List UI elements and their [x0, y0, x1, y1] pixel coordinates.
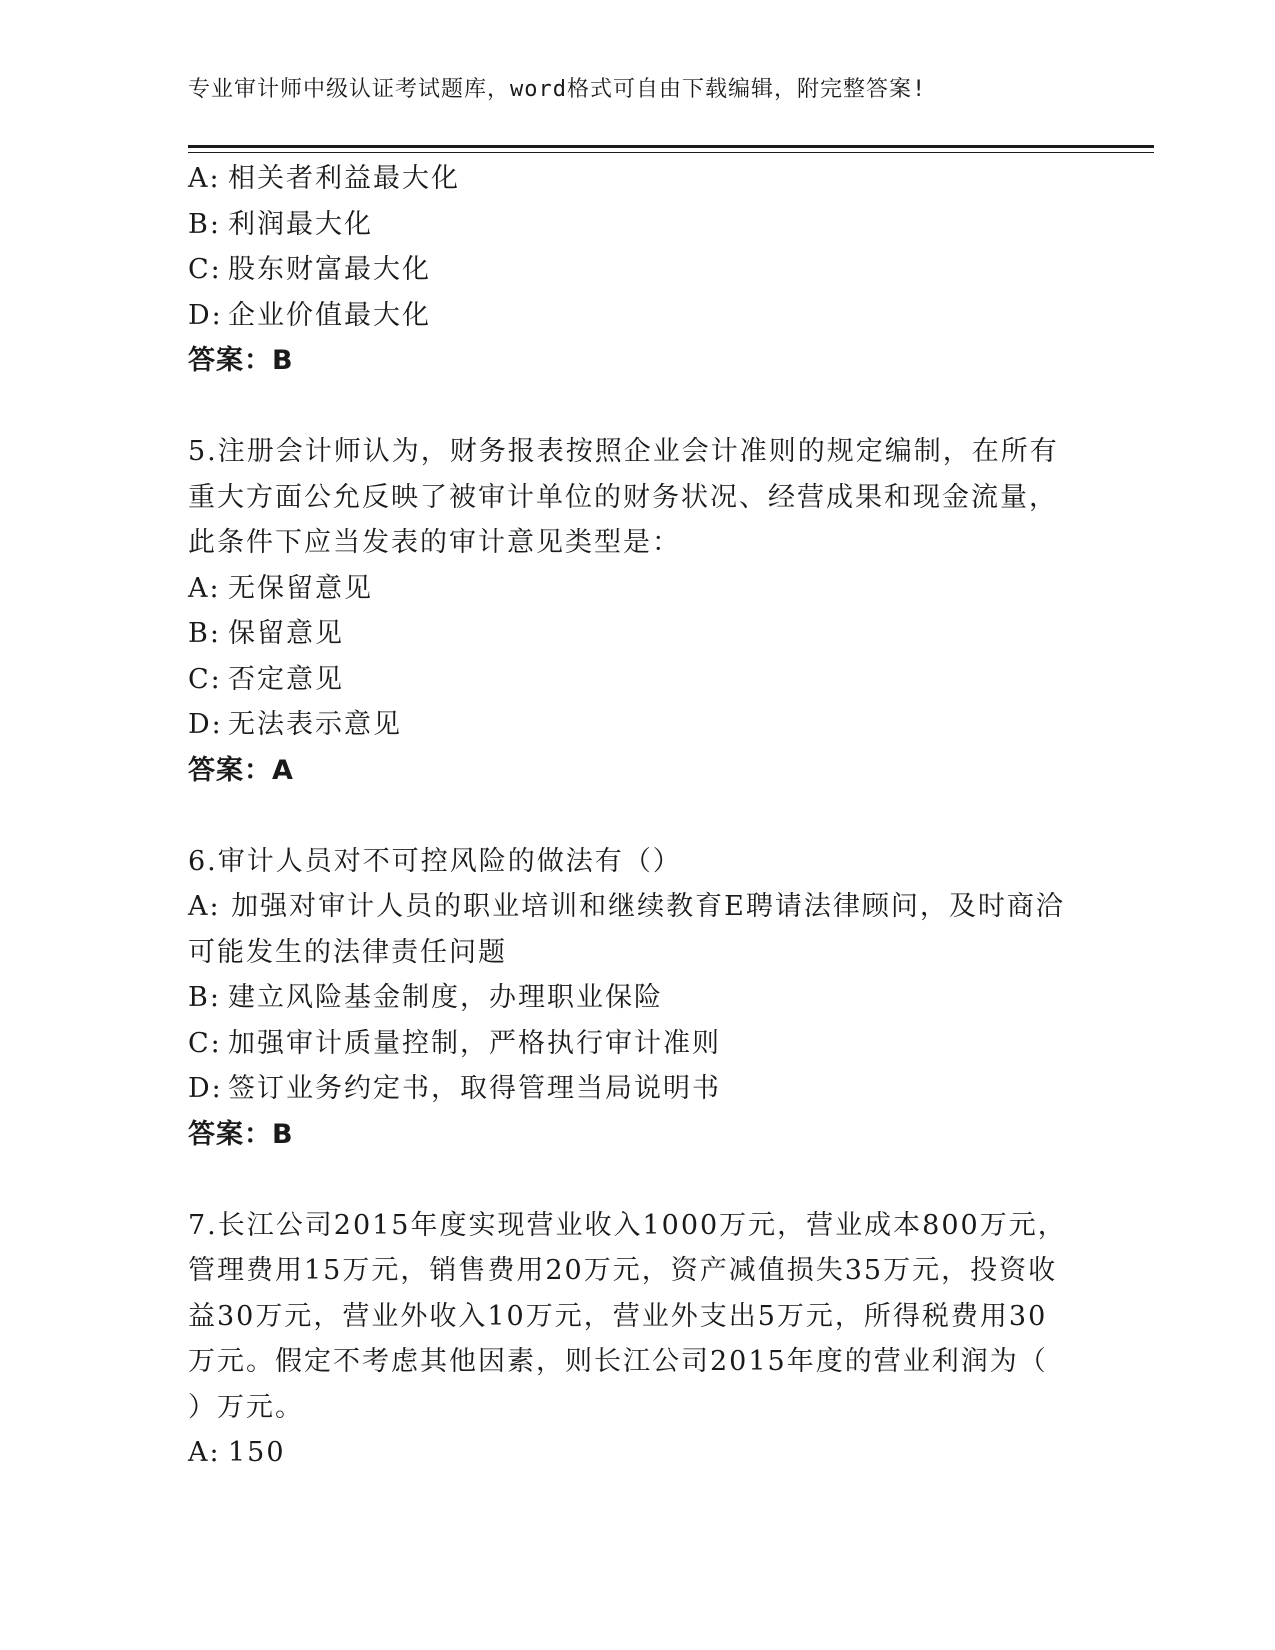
q4-option-d: D: 企业价值最大化: [188, 299, 431, 331]
q6-option-b: B: 建立风险基金制度，办理职业保险: [188, 982, 663, 1013]
q5-option-a: A: 无保留意见: [188, 572, 373, 604]
question-content: [188, 156, 1088, 1476]
q7-stem-line: 万元。假定不考虑其他因素，则长江公司2015年度的营业利润为（: [188, 1346, 1048, 1377]
q4-answer: 答案：B: [188, 345, 294, 376]
q5-stem-line: 5.注册会计师认为，财务报表按照企业会计准则的规定编制，在所有: [188, 436, 1059, 467]
question-6: [188, 839, 1088, 1158]
question-4: [188, 156, 1088, 384]
q6-stem-line: 6.审计人员对不可控风险的做法有（）: [188, 845, 682, 877]
q4-option-b: B: 利润最大化: [188, 208, 373, 240]
q7-option-a: A: 150: [188, 1437, 286, 1468]
q6-option-a-line: 可能发生的法律责任问题: [188, 936, 507, 968]
q5-option-d: D: 无法表示意见: [188, 709, 402, 740]
q6-option-d: D: 签订业务约定书，取得管理当局说明书: [188, 1073, 721, 1104]
q5-stem-line: 重大方面公允反映了被审计单位的财务状况、经营成果和现金流量，: [188, 481, 1058, 513]
page-header: 专业审计师中级认证考试题库，word格式可自由下载编辑，附完整答案!: [188, 77, 927, 102]
q7-stem-line: 7.长江公司2015年度实现营业收入1000万元，营业成本800万元，: [188, 1209, 1067, 1241]
question-5: [188, 429, 1088, 793]
spacer: [188, 384, 1088, 430]
header-rule-thick: [188, 145, 1154, 148]
q6-option-a-line: A: 加强对审计人员的职业培训和继续教育E聘请法律顾问，及时商洽: [188, 891, 1065, 922]
header-rule-thin: [188, 152, 1154, 153]
spacer: [188, 793, 1088, 839]
q6-option-c: C: 加强审计质量控制，严格执行审计准则: [188, 1027, 721, 1059]
q5-option-b: B: 保留意见: [188, 618, 344, 649]
q7-stem-line: 益30万元，营业外收入10万元，营业外支出5万元，所得税费用30: [188, 1300, 1048, 1332]
q6-answer: 答案：B: [188, 1118, 294, 1150]
q7-stem-line: ）万元。: [188, 1391, 304, 1423]
q7-stem-line: 管理费用15万元，销售费用20万元，资产减值损失35万元，投资收: [188, 1255, 1058, 1286]
spacer: [188, 1157, 1088, 1203]
q4-option-a: A: 相关者利益最大化: [188, 163, 460, 194]
q4-option-c: C: 股东财富最大化: [188, 254, 431, 285]
question-7: [188, 1203, 1088, 1476]
q5-option-c: C: 否定意见: [188, 663, 344, 695]
q5-stem-line: 此条件下应当发表的审计意见类型是：: [188, 527, 681, 558]
q5-answer: 答案：A: [188, 754, 294, 786]
